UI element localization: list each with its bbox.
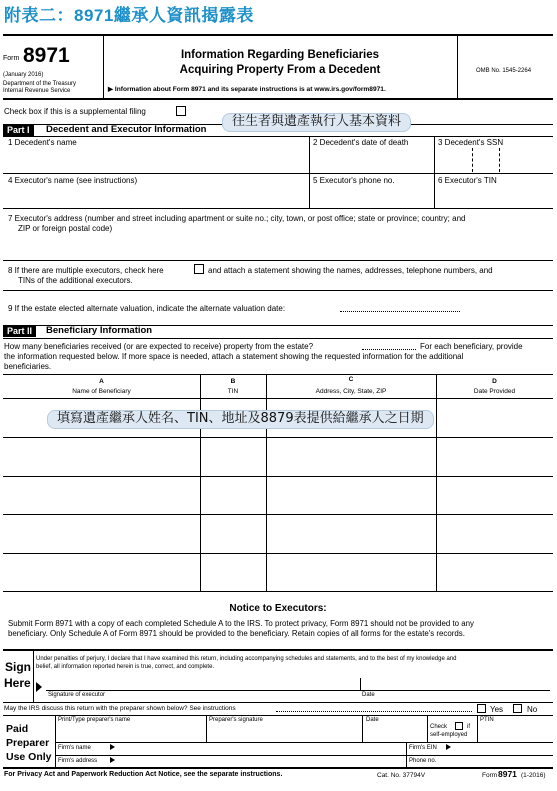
firm-name-label: Firm's name <box>58 745 91 751</box>
col-d-name: Date Provided <box>473 388 516 395</box>
preparer-date-input[interactable] <box>365 725 425 740</box>
supplemental-checkbox[interactable] <box>176 106 186 116</box>
signature-arrow-icon <box>36 682 42 692</box>
col-c-letter: C <box>348 376 354 383</box>
decedent-name-input[interactable] <box>5 146 305 171</box>
form-title-line1: Information Regarding Beneficiaries <box>180 49 380 61</box>
field-divider-a <box>309 136 310 208</box>
decedent-ssn-input[interactable] <box>437 146 551 171</box>
field-2-label: 2 Decedent's date of death <box>313 138 409 147</box>
part2-intro-1b: For each beneficiary, provide <box>420 342 523 351</box>
executor-address-input[interactable] <box>5 234 551 258</box>
sign-divider <box>33 651 34 702</box>
preparer-sig-label: Preparer's signature <box>209 717 263 723</box>
discuss-no-label: No <box>527 705 538 714</box>
row-rule-1 <box>3 173 553 174</box>
row-rule-3 <box>3 260 553 261</box>
supplemental-label: Check box if this is a supplemental filing <box>4 107 146 116</box>
part2-title: Beneficiary Information <box>46 325 153 336</box>
preparer-divider-3 <box>427 715 428 742</box>
field-divider-b <box>434 136 435 208</box>
banner-title: 附表二：8971繼承人資訊揭露表 <box>4 6 254 25</box>
preparer-left-divider <box>55 715 56 767</box>
preparer-name-label: Print/Type preparer's name <box>58 717 131 723</box>
discuss-text: May the IRS discuss this return with the preparer shown below? See instructions <box>4 705 236 712</box>
discuss-dots <box>276 711 472 712</box>
field-1-label: 1 Decedent's name <box>8 138 77 147</box>
part1-header-rule <box>3 136 553 137</box>
signature-label: Signature of executor <box>48 692 106 698</box>
preparer-label: Preparer <box>6 737 50 749</box>
notice-line-2: beneficiary. Only Schedule A of Form 8971 should be provided to the beneficiary. Retain copies of all forms for the estate's records. <box>8 629 465 638</box>
part2-label: Part II <box>3 326 36 337</box>
part2-header-rule <box>3 338 553 339</box>
field-9-label: 9 If the estate elected alternate valuation, indicate the alternate valuation date: <box>8 304 286 313</box>
self-employed-checkbox[interactable] <box>455 722 463 730</box>
row-rule-4 <box>3 290 553 291</box>
firm-address-input[interactable] <box>118 756 404 766</box>
table-row[interactable] <box>3 438 553 476</box>
executor-signature-input[interactable] <box>46 674 354 689</box>
form-number: 8971 <box>23 44 70 67</box>
executor-name-input[interactable] <box>5 186 305 207</box>
form-title-line2: Acquiring Property From a Decedent <box>179 64 381 76</box>
col-d-letter: D <box>492 378 497 385</box>
alternate-valuation-date-input[interactable] <box>340 311 460 312</box>
form-word: Form <box>3 55 20 62</box>
firm-address-arrow-icon <box>110 757 115 763</box>
part1-label: Part I <box>3 125 34 136</box>
phone-label: Phone no. <box>409 758 437 764</box>
cat-number: Cat. No. 37794V <box>377 772 426 779</box>
date-label: Date <box>362 692 375 698</box>
field-8-label-c: TINs of the additional executors. <box>18 276 133 285</box>
part2-callout: 填寫遺產繼承人姓名、TIN、地址及8879表提供給繼承人之日期 <box>47 410 434 429</box>
sign-top-rule <box>3 649 553 651</box>
paid-label: Paid <box>6 723 29 735</box>
col-c-name: Address, City, State, ZIP <box>315 388 387 395</box>
preparer-divider-2 <box>362 715 363 742</box>
discuss-no-checkbox[interactable] <box>513 704 522 713</box>
perjury-line-2: belief, all information reported herein is true, correct, and complete. <box>36 664 215 670</box>
beneficiary-count-input[interactable] <box>362 349 416 350</box>
footer-revision: (1-2016) <box>521 772 546 779</box>
part2-intro-1a: How many beneficiaries received (or are expected to receive) property from the estate? <box>4 342 314 351</box>
header-bottom-rule <box>3 98 553 100</box>
preparer-phone-input[interactable] <box>440 756 550 766</box>
preparer-divider-1 <box>206 715 207 742</box>
footer-rule <box>3 767 553 769</box>
footer-form-word: Form <box>482 772 498 779</box>
signature-date-input[interactable] <box>362 674 550 689</box>
preparer-signature-input[interactable] <box>209 725 359 740</box>
omb-number: OMB No. 1545-2264 <box>476 68 532 74</box>
firm-address-label: Firm's address <box>58 758 98 764</box>
field-7-label-b: ZIP or foreign postal code) <box>18 224 113 233</box>
footer-form-number: 8971 <box>498 769 517 779</box>
firm-ein-input[interactable] <box>454 743 550 754</box>
executor-tin-input[interactable] <box>437 186 551 207</box>
firm-ein-label: Firm's EIN <box>409 745 437 751</box>
use-only-label: Use Only <box>6 751 52 763</box>
table-bottom-rule <box>3 591 553 592</box>
discuss-yes-checkbox[interactable] <box>477 704 486 713</box>
signature-date-divider <box>360 678 361 690</box>
multiple-executors-checkbox[interactable] <box>194 264 204 274</box>
table-row[interactable] <box>3 515 553 553</box>
header-top-rule <box>3 34 553 36</box>
part1-title: Decedent and Executor Information <box>46 124 207 135</box>
ptin-label: PTIN <box>480 717 494 723</box>
row-rule-2 <box>3 208 553 209</box>
part2-intro-3: beneficiaries. <box>4 362 52 371</box>
table-row[interactable] <box>3 554 553 591</box>
preparer-date-label: Date <box>366 717 379 723</box>
preparer-divider-4 <box>477 715 478 742</box>
part1-callout: 往生者與遺產執行人基本資料 <box>222 113 411 132</box>
field-4-label: 4 Executor's name (see instructions) <box>8 176 138 185</box>
preparer-name-input[interactable] <box>58 725 204 740</box>
self-employed-label: self-employed <box>430 732 468 738</box>
here-label: Here <box>4 676 31 690</box>
field-8-label-a: 8 If there are multiple executors, check here <box>8 266 164 275</box>
dept-treasury: Department of the Treasury <box>3 81 77 87</box>
field-8-label-b: and attach a statement showing the names, addresses, telephone numbers, and <box>208 266 493 275</box>
table-header <box>3 375 553 396</box>
dept-irs: Internal Revenue Service <box>3 88 71 94</box>
executor-phone-input[interactable] <box>312 186 432 207</box>
firm-name-input[interactable] <box>118 743 404 754</box>
table-row[interactable] <box>3 477 553 514</box>
field-6-label: 6 Executor's TIN <box>438 176 497 185</box>
notice-title: Notice to Executors: <box>229 603 327 614</box>
field-5-label: 5 Executor's phone no. <box>313 176 395 185</box>
field-7-label-a: 7 Executor's address (number and street including apartment or suite no.; city, town, or post office; state or province; country; and <box>8 214 466 223</box>
part2-intro-2: the information requested below. If more space is needed, attach a statement showing the requested information for the additional <box>4 352 464 361</box>
discuss-yes-label: Yes <box>490 705 504 714</box>
preparer-top-rule <box>3 715 553 716</box>
col-b-name: TIN <box>227 388 239 395</box>
check-label: Check <box>430 724 448 730</box>
discuss-top-rule <box>3 702 553 703</box>
ptin-input[interactable] <box>480 725 550 740</box>
col-a-letter: A <box>99 378 104 385</box>
firm-ein-arrow-icon <box>446 744 451 750</box>
check-if-label: if <box>467 724 470 730</box>
info-link-line: ▶ Information about Form 8971 and its separate instructions is at www.irs.gov/form8971. <box>108 86 386 93</box>
col-a-name: Name of Beneficiary <box>72 388 131 395</box>
firm-name-arrow-icon <box>110 744 115 750</box>
signature-date-line <box>360 690 550 691</box>
sign-label: Sign <box>5 660 31 674</box>
notice-line-1: Submit Form 8971 with a copy of each completed Schedule A to the IRS. To protect privacy, Form 8971 should not be provided to any <box>8 619 474 628</box>
privacy-notice: For Privacy Act and Paperwork Reduction Act Notice, see the separate instructions. <box>4 771 283 778</box>
col-b-letter: B <box>230 378 236 385</box>
perjury-line-1: Under penalties of perjury, I declare that I have examined this return, including accompanying schedules and statements, and to the best of my knowledge and <box>36 656 457 662</box>
date-of-death-input[interactable] <box>312 146 432 171</box>
header-divider-right <box>457 36 458 98</box>
field-3-label: 3 Decedent's SSN <box>438 138 504 147</box>
signature-line <box>46 690 360 691</box>
form-date: (January 2016) <box>3 72 44 78</box>
